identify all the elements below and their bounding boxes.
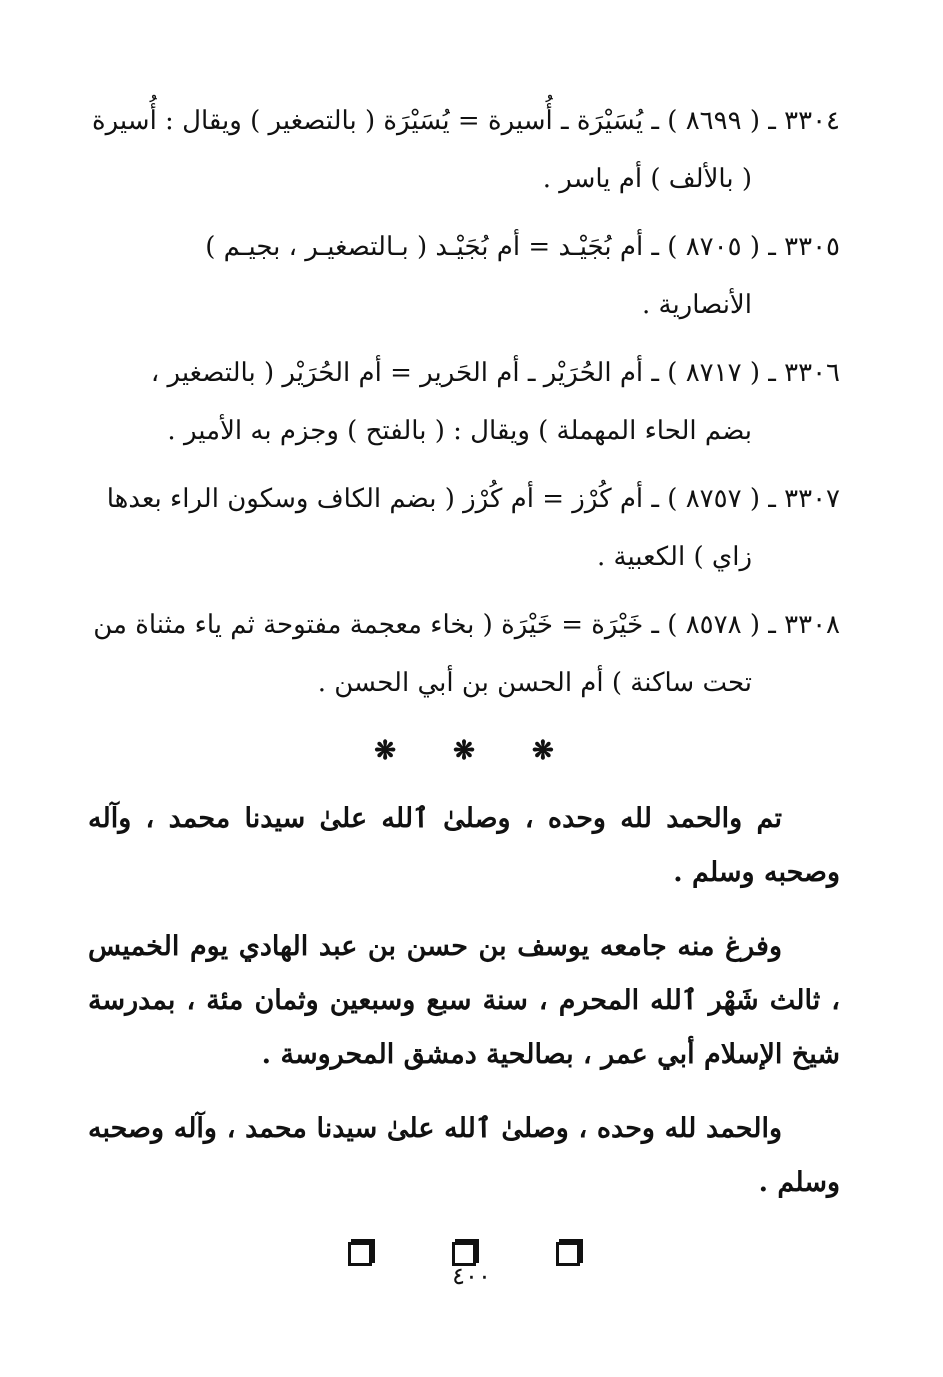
entry-line: ٣٣٠٦ ـ ( ٨٧١٧ ) ـ أم الحُرَيْر ـ أم الحَرير = أم الحُرَيْر ( بالتصغير ،: [150, 358, 840, 388]
page-content: [88, 92, 840, 1306]
entry-3306: [88, 344, 840, 460]
entry-line: ٣٣٠٨ ـ ( ٨٥٧٨ ) ـ خَيْرَة = خَيْرَة ( بخاء معجمة مفتوحة ثم ياء مثناة من: [93, 610, 840, 640]
closing-paragraph: تم والحمد لله وحده ، وصلىٰ ٱلله علىٰ سيدنا محمد ، وآله وصحبه وسلم .: [88, 803, 840, 888]
entry-continuation: تحت ساكنة ) أم الحسن بن أبي الحسن .: [317, 668, 752, 698]
entry-3307: [88, 470, 840, 586]
entry-continuation: بضم الحاء المهملة ) ويقال : ( بالفتح ) وجزم به الأمير .: [167, 416, 752, 446]
entry-line: ٣٣٠٥ ـ ( ٨٧٠٥ ) ـ أم بُجَيْـد = أم بُجَيْـد ( بـالتصغيـر ، بجيـم ): [205, 232, 840, 262]
page-number: ٤٠٠: [452, 1262, 491, 1290]
entry-3308: [88, 596, 840, 712]
entry-continuation: زاي ) الكعبية .: [596, 542, 752, 572]
entry-3304: [88, 92, 840, 208]
entry-3305: [88, 218, 840, 334]
entry-line: ٣٣٠٤ ـ ( ٨٦٩٩ ) ـ يُسَيْرَة ـ أُسيرة = يُسَيْرَة ( بالتصغير ) ويقال : أُسيرة: [91, 106, 840, 136]
colophon-paragraph: وفرغ منه جامعه يوسف بن حسن بن عبد الهادي يوم الخميس ، ثالث شَهْر ٱلله المحرم ، سنة سبع وسبعين وثمان مئة ، بمدرسة شيخ الإسلام أبي عمر ، بصالحية دمشق المحروسة .: [88, 931, 840, 1070]
entry-continuation: الأنصارية .: [641, 290, 752, 320]
entry-line: ٣٣٠٧ ـ ( ٨٧٥٧ ) ـ أم كُرْز = أم كُرْز ( بضم الكاف وسكون الراء بعدها: [106, 484, 840, 514]
section-separator: ❋ ❋ ❋: [374, 736, 578, 766]
final-praise-paragraph: والحمد لله وحده ، وصلىٰ ٱلله علىٰ سيدنا محمد ، وآله وصحبه وسلم .: [88, 1113, 840, 1198]
entry-continuation: ( بالألف ) أم ياسر .: [542, 164, 752, 194]
